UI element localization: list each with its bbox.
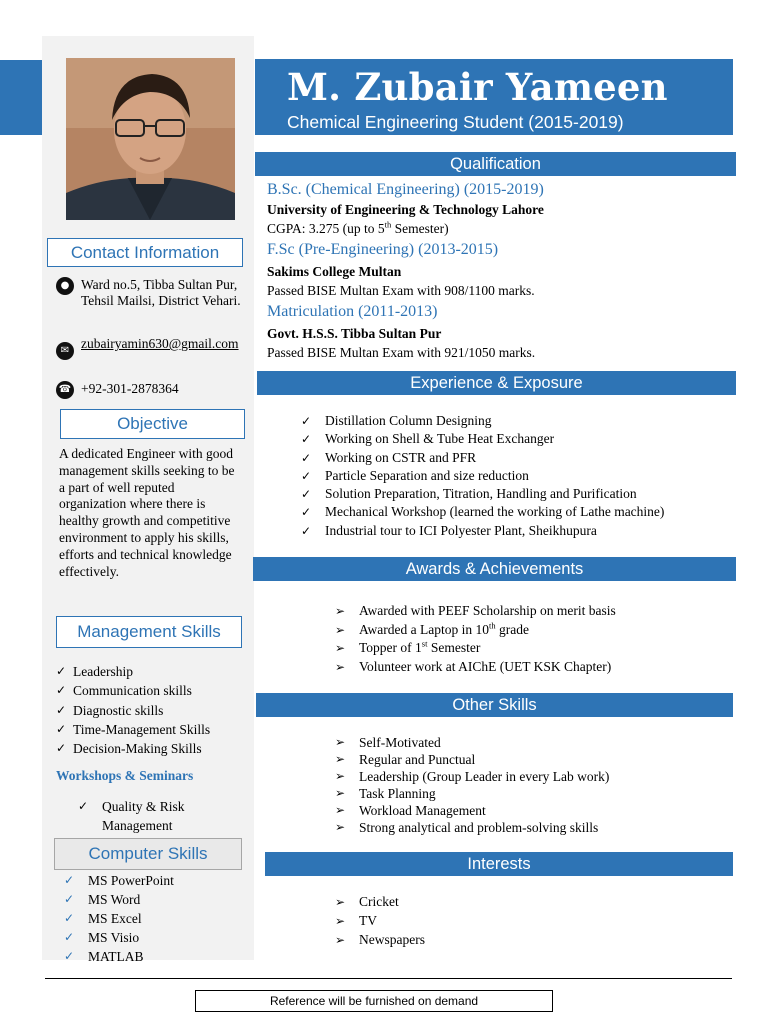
degree-detail: Passed BISE Multan Exam with 908/1100 marks.: [267, 283, 535, 298]
list-item: ✓ MS Word: [64, 892, 141, 907]
management-skills-list: [56, 662, 251, 758]
check-icon: ✓: [64, 949, 75, 963]
arrow-bullet-icon: ➢: [335, 769, 346, 783]
interests-list: [335, 893, 635, 949]
list-item: ✓ Working on Shell & Tube Heat Exchanger: [301, 430, 741, 448]
list-item: ➢ Cricket: [335, 893, 635, 912]
list-item: ✓ Mechanical Workshop (learned the working of Lathe machine): [301, 503, 741, 521]
other-skills-heading: Other Skills: [256, 693, 733, 717]
degree-title: F.Sc (Pre-Engineering) (2013-2015): [267, 241, 499, 258]
arrow-bullet-icon: ➢: [335, 659, 346, 674]
left-accent-bar: [0, 60, 42, 135]
arrow-bullet-icon: ➢: [335, 820, 346, 834]
phone-icon: ☎: [56, 381, 74, 399]
list-item: ➢ Workload Management: [335, 803, 486, 818]
check-icon: ✓: [56, 664, 67, 678]
check-icon: ✓: [301, 505, 312, 520]
matric-entry: [267, 302, 737, 362]
fsc-entry: [267, 240, 737, 300]
list-item: ✓ Time-Management Skills: [56, 720, 251, 739]
workshops-list: [78, 797, 238, 835]
list-item: ✓ Distillation Column Designing: [301, 412, 741, 430]
awards-list: [335, 602, 735, 676]
phone-row: [56, 381, 251, 399]
arrow-bullet-icon: ➢: [335, 913, 346, 928]
check-icon: ✓: [64, 892, 75, 906]
check-icon: ✓: [64, 911, 75, 925]
degree-title: Matriculation (2011-2013): [267, 303, 438, 320]
awards-heading: Awards & Achievements: [253, 557, 736, 581]
footer-divider: [45, 978, 732, 979]
check-icon: ✓: [78, 799, 89, 813]
location-pin-icon: ●: [56, 277, 74, 295]
degree-detail: Passed BISE Multan Exam with 921/1050 marks.: [267, 345, 536, 360]
list-item: ✓ MS Visio: [64, 930, 140, 945]
list-item: ✓ Leadership: [56, 662, 251, 681]
arrow-bullet-icon: ➢: [335, 752, 346, 766]
degree-detail: CGPA: 3.275 (up to 5th Semester): [267, 219, 449, 236]
list-item: ✓ Communication skills: [56, 681, 251, 700]
list-item: ➢ Awarded with PEEF Scholarship on merit basis: [335, 602, 735, 621]
check-icon: ✓: [301, 487, 312, 502]
objective-text: A dedicated Engineer with good management skills seeking to be a part of well reputed organization where there is healthy growth and competitive environment to apply his skills, efforts and technical knowledge effectively.: [59, 446, 235, 579]
list-item: ✓ Particle Separation and size reduction: [301, 467, 741, 485]
list-item: ✓ Decision-Making Skills: [56, 739, 251, 758]
list-item: ➢ TV: [335, 912, 635, 931]
check-icon: ✓: [301, 450, 312, 465]
check-icon: ✓: [56, 721, 67, 736]
email-link[interactable]: zubairyamin630@gmail.com: [81, 336, 239, 351]
list-item: ✓ MS Excel: [64, 911, 142, 926]
list-item: ✓ MATLAB: [64, 949, 144, 964]
list-item: ✓ Solution Preparation, Titration, Handling and Purification: [301, 485, 741, 503]
arrow-bullet-icon: ➢: [335, 735, 346, 749]
reference-note: Reference will be furnished on demand: [195, 990, 553, 1012]
objective-heading: Objective: [60, 409, 245, 439]
other-skills-list: [335, 734, 735, 836]
computer-heading: Computer Skills: [54, 838, 242, 870]
list-item: ➢ Self-Motivated: [335, 735, 441, 750]
list-item: ➢ Strong analytical and problem-solving skills: [335, 820, 599, 835]
phone-text: +92-301-2878364: [81, 381, 179, 396]
qualification-heading: Qualification: [255, 152, 736, 176]
arrow-bullet-icon: ➢: [335, 932, 346, 947]
list-item: ➢ Leadership (Group Leader in every Lab work): [335, 769, 610, 784]
check-icon: ✓: [301, 468, 312, 483]
list-item: ➢ Awarded a Laptop in 10th grade: [335, 621, 735, 640]
list-item: ➢ Volunteer work at AIChE (UET KSK Chapter): [335, 658, 735, 677]
check-icon: ✓: [301, 523, 312, 538]
candidate-title: Chemical Engineering Student (2015-2019): [287, 112, 624, 132]
contact-heading: Contact Information: [47, 238, 243, 267]
bsc-entry: [267, 180, 737, 238]
institution: Sakims College Multan: [267, 264, 402, 279]
list-item: ➢ Topper of 1st Semester: [335, 639, 735, 658]
experience-heading: Experience & Exposure: [257, 371, 736, 395]
list-item: ✓ Working on CSTR and PFR: [301, 449, 741, 467]
check-icon: ✓: [64, 873, 75, 887]
check-icon: ✓: [64, 930, 75, 944]
list-item: ➢ Task Planning: [335, 786, 436, 801]
list-item: ✓ MS PowerPoint: [64, 873, 174, 888]
candidate-name: M. Zubair Yameen: [287, 65, 668, 109]
workshops-heading: Workshops & Seminars: [56, 768, 194, 783]
arrow-bullet-icon: ➢: [335, 803, 346, 817]
profile-photo: [66, 58, 235, 220]
institution: Govt. H.S.S. Tibba Sultan Pur: [267, 326, 442, 341]
check-icon: ✓: [56, 702, 67, 717]
check-icon: ✓: [301, 432, 312, 447]
degree-title: B.Sc. (Chemical Engineering) (2015-2019): [267, 181, 544, 198]
list-item: ✓ Quality & Risk Management: [78, 799, 185, 833]
interests-heading: Interests: [265, 852, 733, 876]
email-row: [56, 336, 251, 370]
list-item: ✓ Diagnostic skills: [56, 701, 251, 720]
list-item: ➢ Newspapers: [335, 931, 635, 950]
computer-skills-list: [64, 871, 244, 966]
arrow-bullet-icon: ➢: [335, 622, 346, 637]
management-heading: Management Skills: [56, 616, 242, 648]
envelope-icon: ✉: [56, 342, 74, 360]
list-item: ➢ Regular and Punctual: [335, 752, 476, 767]
list-item: ✓ Industrial tour to ICI Polyester Plant, Sheikhupura: [301, 522, 741, 540]
address-row: [56, 277, 251, 329]
address-text: Ward no.5, Tibba Sultan Pur, Tehsil Mailsi, District Vehari.: [81, 277, 241, 308]
check-icon: ✓: [56, 741, 67, 756]
institution: University of Engineering & Technology Lahore: [267, 202, 544, 217]
arrow-bullet-icon: ➢: [335, 895, 346, 909]
arrow-bullet-icon: ➢: [335, 641, 346, 656]
arrow-bullet-icon: ➢: [335, 604, 346, 618]
experience-list: [301, 412, 741, 540]
header-banner: [255, 59, 733, 135]
arrow-bullet-icon: ➢: [335, 786, 346, 800]
check-icon: ✓: [56, 683, 67, 698]
check-icon: ✓: [301, 414, 312, 428]
